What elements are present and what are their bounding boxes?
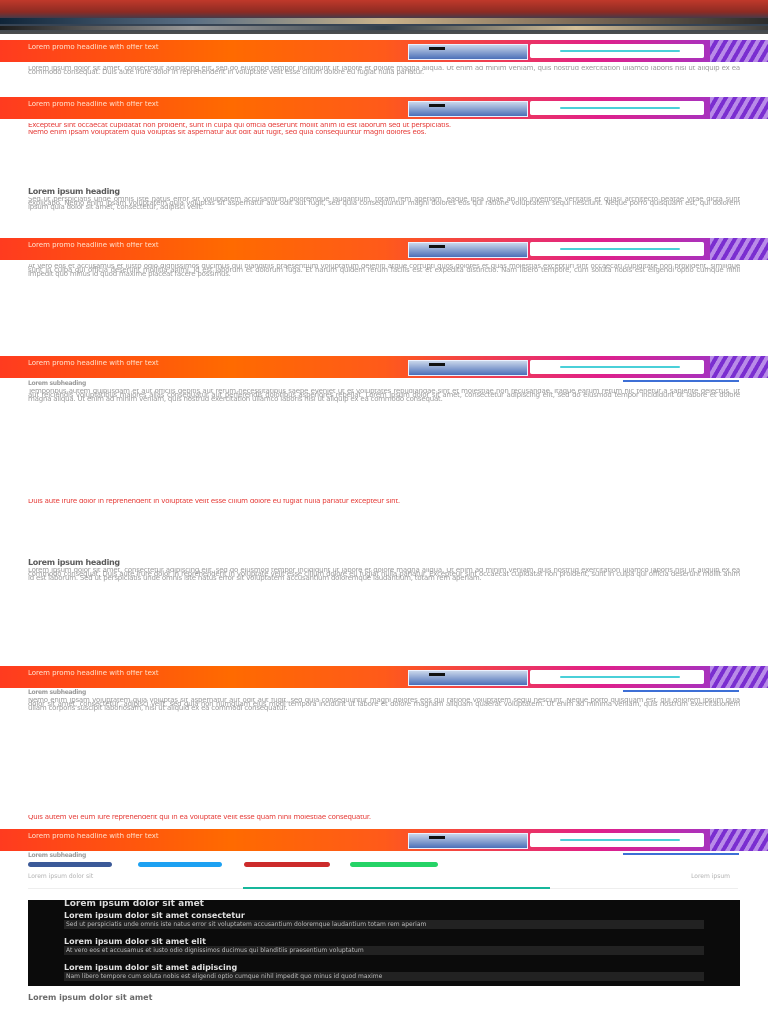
subscribe-label: Lorem ipsum dolor sit bbox=[28, 873, 94, 880]
section-heading: Lorem subheading bbox=[28, 380, 86, 387]
related-post-item[interactable] bbox=[64, 964, 704, 981]
ad-cta-button[interactable] bbox=[530, 242, 704, 256]
body-paragraph: At vero eos et accusamus et iusto odio dignissimos ducimus qui blanditiis praesentium voluptatum deleniti atque corrupti quos dolores et quas molestias excepturi sint occaecati cupiditate non provident, similique sunt in culpa qui officia deserunt mollitia animi, id est laborum et dolorum fuga. Et harum quidem rerum facilis est et expedita distinctio. Nam libero tempore, cum soluta nobis est eligendi optio cumque nihil impedit quo minus id quod maxime placeat facere possimus. bbox=[28, 264, 740, 279]
related-posts-title: Lorem ipsum dolor sit amet bbox=[64, 900, 204, 909]
body-paragraph: Nemo enim ipsam voluptatem quia voluptas sit aspernatur aut odit aut fugit, sed quia consequuntur magni dolores eos qui ratione voluptatem sequi nesciunt. Neque porro quisquam est, qui dolorem ipsum quia dolor sit amet, consectetur, adipisci velit, sed quia non numquam eius modi tempora incidunt ut labore et dolore magnam aliquam quaerat voluptatem. Ut enim ad minima veniam, quis nostrum exercitationem ullam corporis suscipit laboriosam, nisi ut aliquid ex ea commodi consequatur. bbox=[28, 698, 740, 713]
ad-headline: Lorem promo headline with offer text bbox=[28, 670, 159, 677]
ad-decoration bbox=[710, 40, 768, 62]
ad-product-image bbox=[408, 101, 528, 117]
pinterest-share-button[interactable] bbox=[244, 862, 330, 867]
ad-cta-button[interactable] bbox=[530, 360, 704, 374]
section-heading: Lorem ipsum heading bbox=[28, 187, 120, 196]
ad-banner[interactable] bbox=[0, 238, 768, 260]
share-buttons-row bbox=[28, 861, 448, 869]
ad-cta-button[interactable] bbox=[530, 44, 704, 58]
subscribe-row bbox=[28, 870, 738, 889]
ad-decoration bbox=[710, 829, 768, 851]
ad-cta-button[interactable] bbox=[530, 101, 704, 115]
ad-underline bbox=[623, 380, 739, 382]
subscribe-progress-line bbox=[243, 887, 550, 889]
ad-underline bbox=[623, 853, 739, 855]
highlight-note[interactable]: Duis aute irure dolor in reprehenderit in voluptate velit esse cillum dolore eu fugiat nulla pariatur excepteur sint. bbox=[28, 499, 400, 505]
ad-product-image bbox=[408, 360, 528, 376]
body-paragraph: Temporibus autem quibusdam et aut officiis debitis aut rerum necessitatibus saepe eveniet ut et voluptates repudiandae sint et molestiae non recusandae. Itaque earum rerum hic tenetur a sapiente delectus, ut aut reiciendis voluptatibus maiores alias consequatur aut perferendis doloribus asperiores repellat. Lorem ipsum dolor sit amet, consectetur adipiscing elit, sed do eiusmod tempor incididunt ut labore et dolore magna aliqua. Ut enim ad minim veniam, quis nostrud exercitation ullamco laboris nisi ut aliquip ex ea commodo consequat. bbox=[28, 389, 740, 404]
ad-headline: Lorem promo headline with offer text bbox=[28, 242, 159, 249]
ad-product-image bbox=[408, 242, 528, 258]
ad-cta-button[interactable] bbox=[530, 670, 704, 684]
hero-banner-image bbox=[0, 0, 768, 34]
body-paragraph: Sed ut perspiciatis unde omnis iste natus error sit voluptatem accusantium doloremque laudantium, totam rem aperiam, eaque ipsa quae ab illo inventore veritatis et quasi architecto beatae vitae dicta sunt explicabo. Nemo enim ipsam voluptatem quia voluptas sit aspernatur aut odit aut fugit, sed quia consequuntur magni dolores eos qui ratione voluptatem sequi nesciunt. Neque porro quisquam est, qui dolorem ipsum quia dolor sit amet, consectetur, adipisci velit. bbox=[28, 197, 740, 212]
whatsapp-share-button[interactable] bbox=[350, 862, 438, 867]
highlight-note[interactable]: Quis autem vel eum iure reprehenderit qui in ea voluptate velit esse quam nihil molestiae consequatur. bbox=[28, 815, 371, 821]
section-heading: Lorem subheading bbox=[28, 689, 86, 696]
related-post-item[interactable] bbox=[64, 938, 704, 955]
section-heading: Lorem ipsum heading bbox=[28, 558, 120, 567]
ad-banner[interactable] bbox=[0, 97, 768, 119]
ad-product-image bbox=[408, 833, 528, 849]
ad-headline: Lorem promo headline with offer text bbox=[28, 833, 159, 840]
hero-image-band-lower bbox=[0, 26, 768, 30]
ad-underline bbox=[623, 690, 739, 692]
related-post-excerpt: Sed ut perspiciatis unde omnis iste natus error sit voluptatem accusantium doloremque laudantium totam rem aperiam bbox=[64, 920, 704, 929]
ad-product-image bbox=[408, 44, 528, 60]
related-post-title[interactable]: Lorem ipsum dolor sit amet consectetur bbox=[64, 911, 245, 920]
ad-decoration bbox=[710, 356, 768, 378]
ad-headline: Lorem promo headline with offer text bbox=[28, 101, 159, 108]
ad-decoration bbox=[710, 238, 768, 260]
section-heading: Lorem subheading bbox=[28, 852, 86, 859]
footer-text: Lorem ipsum dolor sit amet bbox=[28, 993, 153, 1002]
related-post-title[interactable]: Lorem ipsum dolor sit amet elit bbox=[64, 937, 206, 946]
ad-banner[interactable] bbox=[0, 40, 768, 62]
related-post-excerpt: At vero eos et accusamus et iusto odio dignissimos ducimus qui blanditiis praesentium voluptatum bbox=[64, 946, 704, 955]
ad-banner[interactable] bbox=[0, 666, 768, 688]
ad-headline: Lorem promo headline with offer text bbox=[28, 360, 159, 367]
highlight-note[interactable]: Excepteur sint occaecat cupidatat non proident, sunt in culpa qui officia deserunt mollit anim id est laborum sed ut perspiciatis. bbox=[28, 123, 451, 129]
related-post-item[interactable] bbox=[64, 912, 704, 929]
ad-product-image bbox=[408, 670, 528, 686]
related-post-title[interactable]: Lorem ipsum dolor sit amet adipiscing bbox=[64, 963, 238, 972]
ad-banner[interactable] bbox=[0, 829, 768, 851]
twitter-share-button[interactable] bbox=[138, 862, 222, 867]
intro-paragraph: Lorem ipsum dolor sit amet, consectetur adipiscing elit, sed do eiusmod tempor incididunt ut labore et dolore magna aliqua. Ut enim ad minim veniam, quis nostrud exercitation ullamco laboris nisi ut aliquip ex ea commodo consequat. Duis aute irure dolor in reprehenderit in voluptate velit esse cillum dolore eu fugiat nulla pariatur. bbox=[28, 66, 740, 77]
ad-decoration bbox=[710, 666, 768, 688]
ad-headline: Lorem promo headline with offer text bbox=[28, 44, 159, 51]
highlight-note[interactable]: Nemo enim ipsam voluptatem quia voluptas sit aspernatur aut odit aut fugit, sed quia consequuntur magni dolores eos. bbox=[28, 130, 427, 136]
related-posts-panel bbox=[28, 900, 740, 986]
ad-cta-button[interactable] bbox=[530, 833, 704, 847]
related-post-excerpt: Nam libero tempore cum soluta nobis est eligendi optio cumque nihil impedit quo minus id quod maxime bbox=[64, 972, 704, 981]
body-paragraph: Lorem ipsum dolor sit amet, consectetur adipiscing elit, sed do eiusmod tempor incididunt ut labore et dolore magna aliqua. Ut enim ad minim veniam, quis nostrud exercitation ullamco laboris nisi ut aliquip ex ea commodo consequat. Duis aute irure dolor in reprehenderit in voluptate velit esse cillum dolore eu fugiat nulla pariatur. Excepteur sint occaecat cupidatat non proident, sunt in culpa qui officia deserunt mollit anim id est laborum. Sed ut perspiciatis unde omnis iste natus error sit voluptatem accusantium doloremque laudantium, totam rem aperiam. bbox=[28, 568, 740, 583]
subscribe-link[interactable]: Lorem ipsum bbox=[691, 873, 730, 880]
facebook-share-button[interactable] bbox=[28, 862, 112, 867]
ad-decoration bbox=[710, 97, 768, 119]
ad-banner[interactable] bbox=[0, 356, 768, 378]
hero-image-band bbox=[0, 18, 768, 24]
